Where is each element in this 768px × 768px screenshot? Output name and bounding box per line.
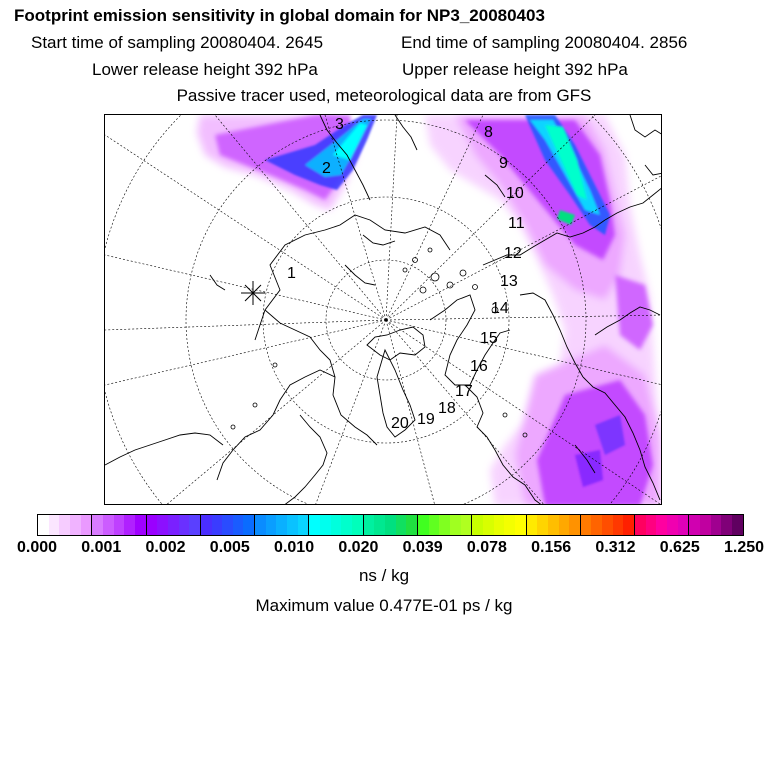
end-time-label: End time of sampling 20080404. 2856: [401, 33, 688, 52]
colorbar-segment: [635, 515, 646, 535]
tracer-note: Passive tracer used, meteorological data are from GFS: [176, 86, 592, 105]
rank-label: 18: [438, 400, 456, 417]
colorbar-segment: [450, 515, 461, 535]
rank-label: 11: [508, 215, 525, 232]
rank-label: 16: [470, 358, 488, 375]
colorbar-segment: [721, 515, 732, 535]
colorbar-segment: [515, 515, 527, 535]
rank-label: 19: [417, 411, 435, 428]
colorbar-segment: [385, 515, 396, 535]
colorbar-segment: [331, 515, 342, 535]
colorbar-segment: [418, 515, 429, 535]
colorbar-segment: [711, 515, 722, 535]
colorbar-segment: [439, 515, 450, 535]
colorbar-segment: [70, 515, 81, 535]
colorbar-segment: [700, 515, 711, 535]
colorbar-segment: [201, 515, 212, 535]
colorbar-segment: [59, 515, 70, 535]
colorbar-segment: [233, 515, 244, 535]
colorbar-segment: [222, 515, 233, 535]
colorbar-segment: [591, 515, 602, 535]
colorbar: [37, 514, 744, 536]
upper-release-height-label: Upper release height 392 hPa: [402, 60, 628, 79]
rank-label: 20: [391, 415, 409, 432]
colorbar-segment: [689, 515, 700, 535]
release-site-marker: [241, 281, 265, 305]
colorbar-segment: [396, 515, 407, 535]
colorbar-segment: [646, 515, 657, 535]
page-title: Footprint emission sensitivity in global domain for NP3_20080403: [14, 6, 545, 25]
colorbar-tick-labels: [0, 539, 768, 559]
colorbar-segment: [623, 515, 635, 535]
colorbar-segment: [527, 515, 538, 535]
colorbar-segment: [537, 515, 548, 535]
colorbar-segment: [287, 515, 298, 535]
footprint-map: [105, 115, 662, 505]
colorbar-tick-label: 0.020: [338, 539, 379, 556]
colorbar-segment: [212, 515, 223, 535]
colorbar-segment: [135, 515, 147, 535]
colorbar-tick-label: 0.312: [595, 539, 636, 556]
colorbar-segment: [429, 515, 440, 535]
colorbar-segment: [168, 515, 179, 535]
colorbar-segment: [667, 515, 678, 535]
colorbar-segment: [364, 515, 375, 535]
rank-label: 15: [480, 330, 498, 347]
colorbar-segment: [179, 515, 190, 535]
colorbar-segment: [157, 515, 168, 535]
map-panel: [104, 114, 662, 505]
colorbar-segment: [374, 515, 385, 535]
colorbar-segment: [147, 515, 158, 535]
rank-label: 10: [506, 185, 524, 202]
colorbar-segment: [341, 515, 352, 535]
colorbar-segment: [472, 515, 483, 535]
colorbar-segment: [732, 515, 743, 535]
colorbar-segment: [114, 515, 125, 535]
colorbar-segment: [81, 515, 93, 535]
rank-label: 17: [455, 383, 473, 400]
colorbar-segment: [656, 515, 667, 535]
colorbar-segment: [276, 515, 287, 535]
colorbar-tick-label: 0.000: [16, 539, 58, 556]
colorbar-segment: [298, 515, 310, 535]
colorbar-unit-label: ns / kg: [358, 566, 410, 585]
maximum-value-label: Maximum value 0.477E-01 ps / kg: [255, 596, 513, 615]
colorbar-segment: [504, 515, 515, 535]
colorbar-segment: [569, 515, 581, 535]
colorbar-segment: [602, 515, 613, 535]
colorbar-segment: [92, 515, 103, 535]
rank-label: 1: [287, 265, 296, 282]
colorbar-segment: [483, 515, 494, 535]
colorbar-segment: [494, 515, 505, 535]
rank-label: 12: [504, 245, 522, 262]
colorbar-segment: [678, 515, 690, 535]
colorbar-segment: [581, 515, 592, 535]
rank-label: 14: [491, 300, 509, 317]
colorbar-segment: [406, 515, 418, 535]
colorbar-tick-label: 0.039: [402, 539, 443, 556]
colorbar-segment: [320, 515, 331, 535]
lower-release-height-label: Lower release height 392 hPa: [92, 60, 318, 79]
rank-label: 13: [500, 273, 518, 290]
colorbar-segment: [559, 515, 570, 535]
colorbar-tick-label: 0.002: [145, 539, 186, 556]
start-time-label: Start time of sampling 20080404. 2645: [31, 33, 324, 52]
rank-label: 3: [335, 116, 344, 133]
colorbar-segment: [243, 515, 255, 535]
colorbar-segment: [266, 515, 277, 535]
colorbar-tick-label: 0.005: [209, 539, 250, 556]
colorbar-segment: [309, 515, 320, 535]
colorbar-segment: [255, 515, 266, 535]
colorbar-tick-label: 0.156: [531, 539, 572, 556]
colorbar-segment: [38, 515, 49, 535]
colorbar-segment: [124, 515, 135, 535]
rank-label: 2: [322, 160, 331, 177]
colorbar-tick-label: 1.250: [723, 539, 765, 556]
rank-label: 8: [484, 124, 493, 141]
colorbar-segment: [352, 515, 364, 535]
colorbar-tick-label: 0.078: [466, 539, 507, 556]
colorbar-segment: [49, 515, 60, 535]
colorbar-segment: [613, 515, 624, 535]
colorbar-segment: [548, 515, 559, 535]
colorbar-segment: [103, 515, 114, 535]
colorbar-tick-label: 0.001: [81, 539, 122, 556]
colorbar-segment: [189, 515, 201, 535]
colorbar-tick-label: 0.010: [274, 539, 315, 556]
colorbar-segment: [461, 515, 473, 535]
colorbar-tick-label: 0.625: [659, 539, 700, 556]
rank-label: 9: [499, 155, 508, 172]
